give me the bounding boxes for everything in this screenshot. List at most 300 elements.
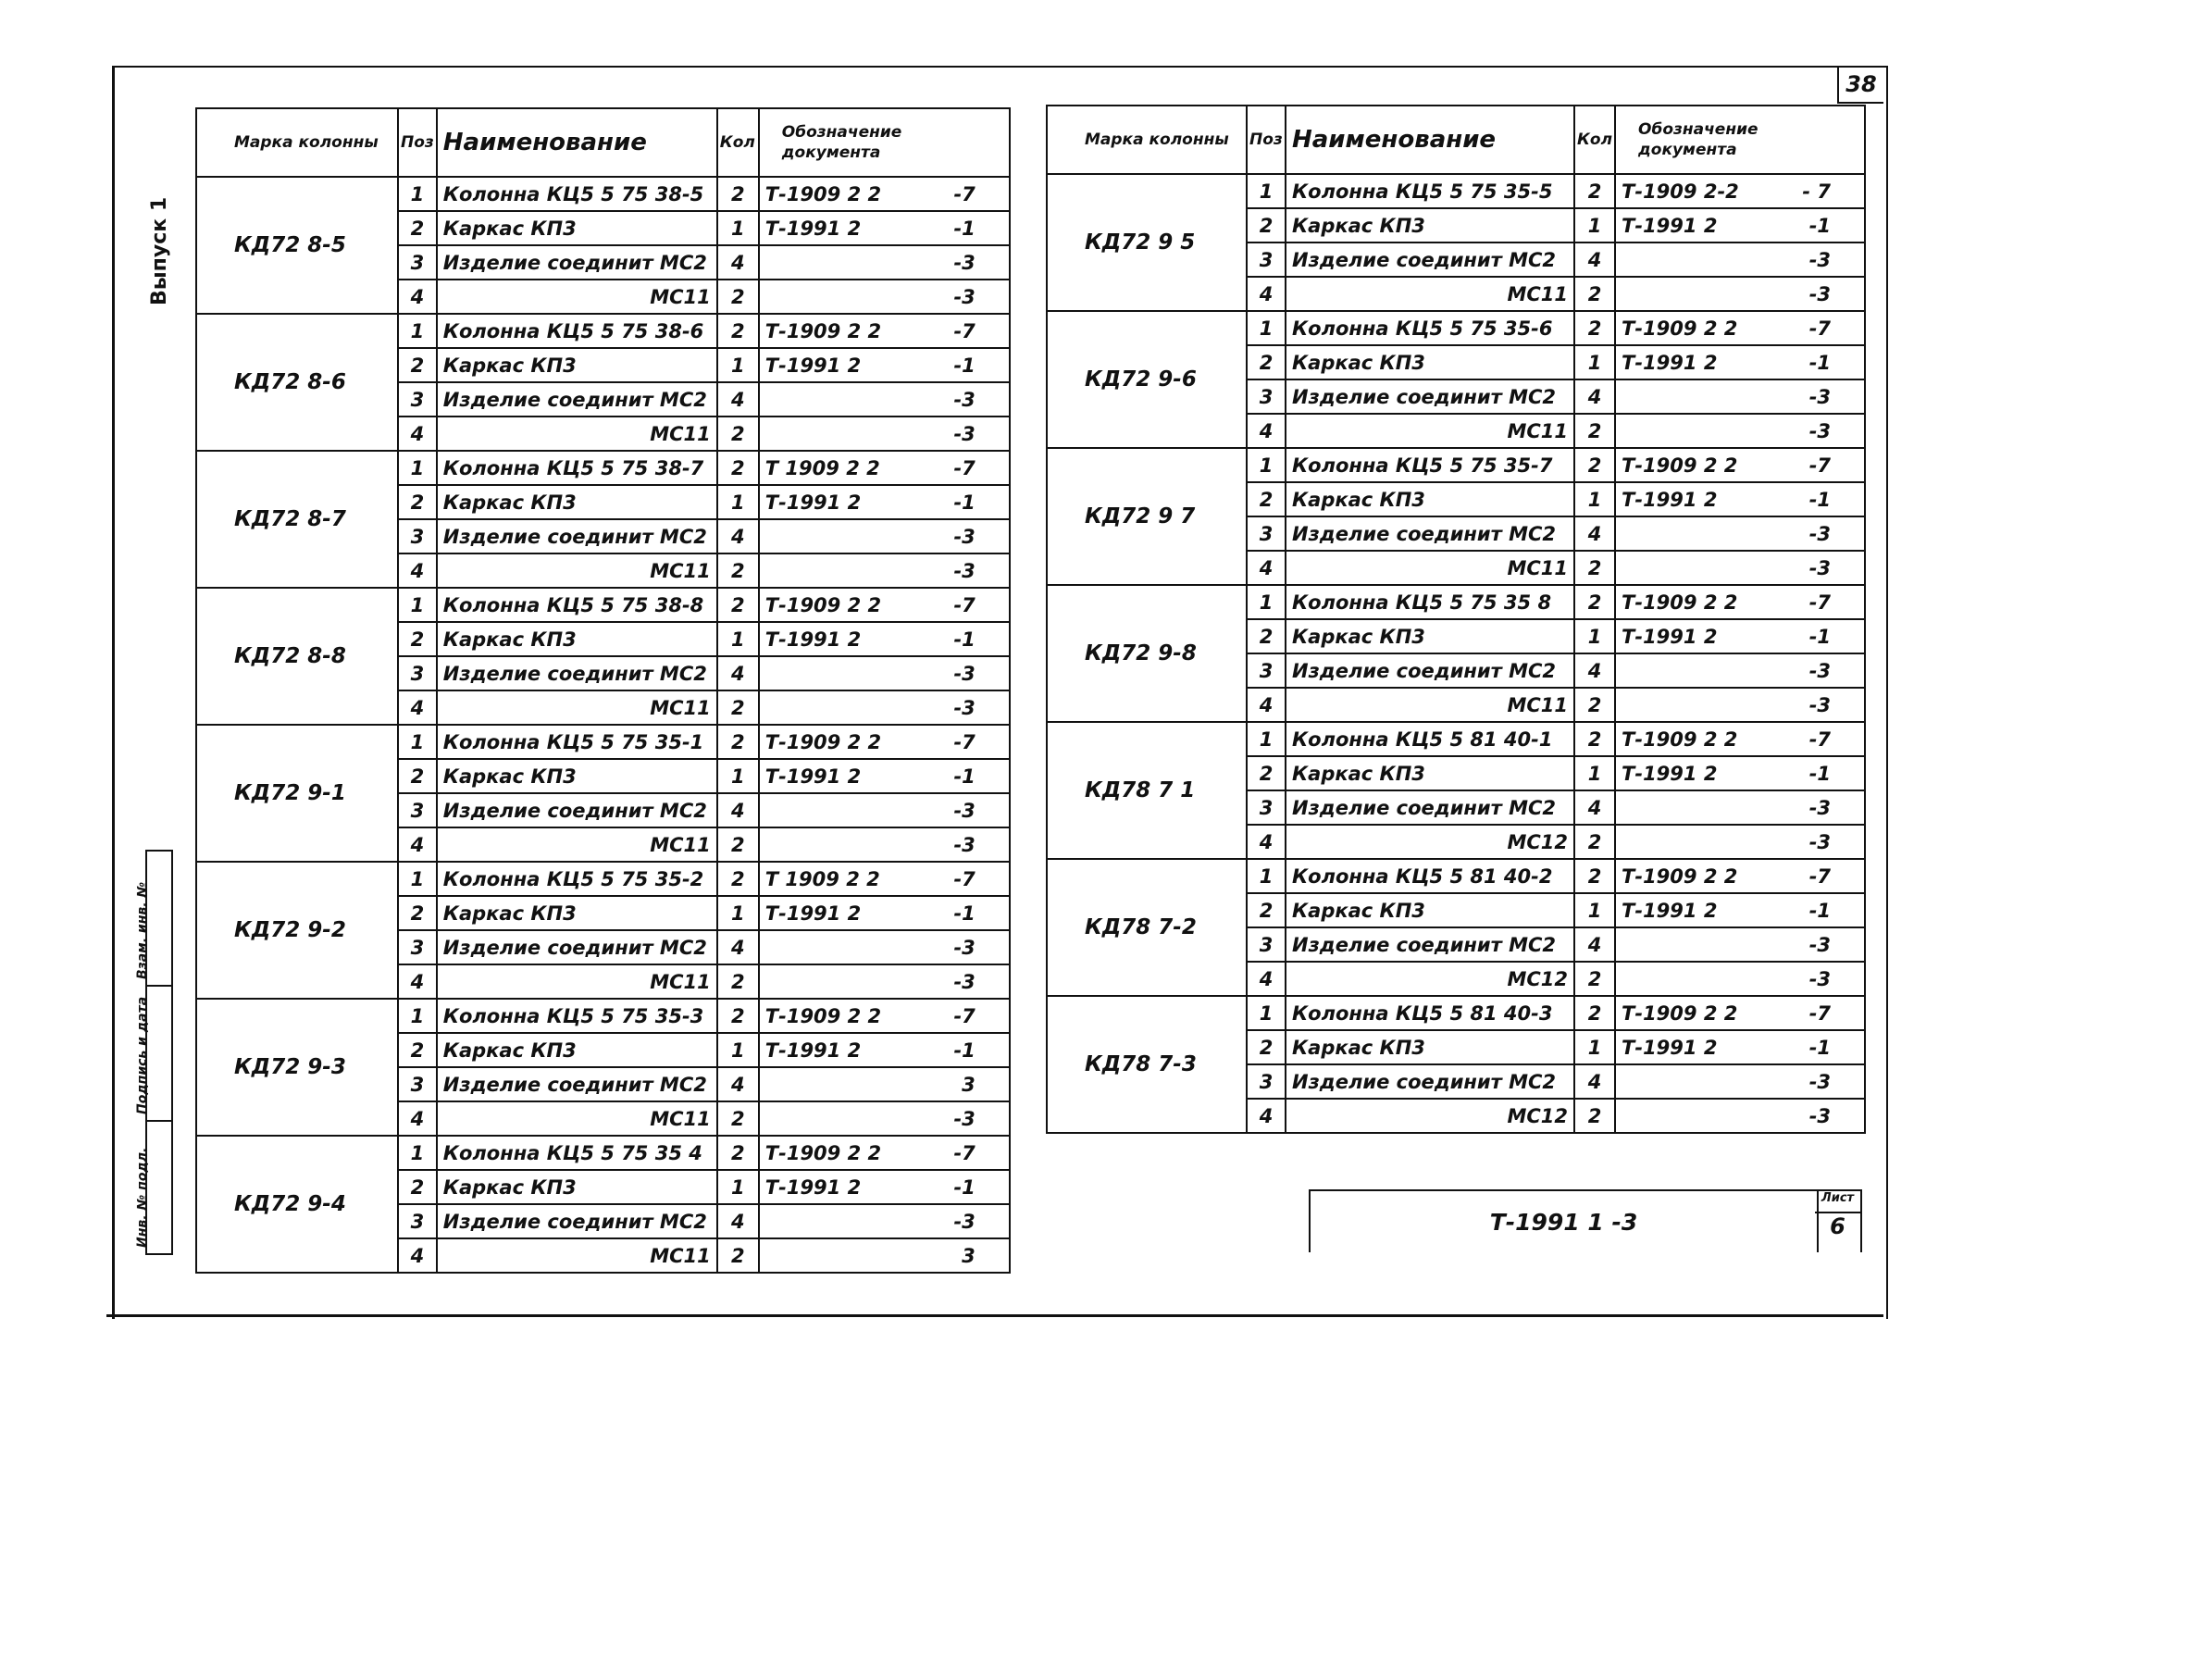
- position-cell: 4: [1247, 962, 1286, 996]
- item-name: Изделие соединит МС2: [442, 662, 707, 685]
- quantity-cell: 4: [717, 930, 759, 964]
- side-stamp-text: Взам. инв. №: [135, 881, 150, 979]
- item-name: МС11: [650, 1244, 711, 1267]
- item-name-cell: [1286, 414, 1574, 448]
- document-suffix: -3: [1808, 659, 1832, 682]
- document-cell: [759, 964, 1010, 999]
- document-cell: [1615, 653, 1865, 688]
- quantity-cell: 1: [1574, 619, 1615, 653]
- quantity-cell: 2: [717, 280, 759, 314]
- quantity-cell: 2: [717, 177, 759, 211]
- item-name-cell: [437, 211, 717, 245]
- position-cell: 1: [1247, 311, 1286, 345]
- document-suffix: -7: [953, 319, 976, 342]
- header-mark: Марка колонны: [196, 108, 398, 177]
- column-mark: КД72 9-4: [196, 1136, 398, 1273]
- header-doc: Обозначение документа: [1615, 106, 1865, 174]
- position-cell: 3: [1247, 516, 1286, 551]
- item-name-cell: [437, 896, 717, 930]
- item-name: Изделие соединит МС2: [442, 936, 707, 959]
- document-cell: [759, 862, 1010, 896]
- item-name-cell: [437, 827, 717, 862]
- document-suffix: -3: [1808, 1104, 1832, 1127]
- document-number: Т-1991 2: [1622, 488, 1718, 511]
- item-name: МС12: [1507, 967, 1568, 990]
- item-name-cell: [437, 1170, 717, 1204]
- item-name: Колонна КЦ5 5 75 35-2: [442, 867, 704, 890]
- document-suffix: -1: [953, 354, 976, 377]
- document-suffix: -3: [1808, 282, 1832, 305]
- right-spec-table: [1046, 105, 1866, 1134]
- item-name: Колонна КЦ5 5 75 35-5: [1292, 180, 1553, 203]
- item-name: МС11: [650, 285, 711, 308]
- quantity-cell: 2: [717, 451, 759, 485]
- item-name: Каркас КП3: [1292, 899, 1425, 922]
- position-cell: 2: [1247, 893, 1286, 927]
- item-name: МС12: [1507, 830, 1568, 853]
- document-suffix: -7: [1808, 864, 1832, 888]
- document-suffix: -7: [1808, 454, 1832, 477]
- document-cell: [1615, 414, 1865, 448]
- item-name-cell: [437, 314, 717, 348]
- document-cell: [1615, 962, 1865, 996]
- item-name-cell: [1286, 962, 1574, 996]
- item-name: Колонна КЦ5 5 75 38-6: [442, 319, 704, 342]
- column-mark: КД72 8-8: [196, 588, 398, 725]
- quantity-cell: 2: [717, 862, 759, 896]
- document-cell: [1615, 619, 1865, 653]
- item-name-cell: [437, 1067, 717, 1101]
- document-cell: [1615, 482, 1865, 516]
- side-label: Выпуск 1: [148, 196, 171, 305]
- document-suffix: -1: [1808, 762, 1832, 785]
- document-suffix: -3: [1808, 830, 1832, 853]
- item-name: Изделие соединит МС2: [442, 388, 707, 411]
- sheet-label: Лист: [1815, 1191, 1860, 1213]
- column-mark: КД72 9 7: [1047, 448, 1247, 585]
- quantity-cell: 2: [717, 827, 759, 862]
- document-cell: [759, 314, 1010, 348]
- position-cell: 1: [1247, 722, 1286, 756]
- item-name-cell: [437, 930, 717, 964]
- document-suffix: -3: [1808, 967, 1832, 990]
- document-suffix: -3: [1808, 556, 1832, 579]
- quantity-cell: 2: [1574, 722, 1615, 756]
- table-row: [196, 725, 1010, 759]
- item-name-cell: [1286, 277, 1574, 311]
- sheet-number: 38: [1837, 67, 1883, 104]
- position-cell: 4: [398, 690, 437, 725]
- header-mark: Марка колонны: [1047, 106, 1247, 174]
- position-cell: 2: [1247, 482, 1286, 516]
- document-cell: [759, 382, 1010, 417]
- document-cell: [1615, 893, 1865, 927]
- position-cell: 3: [398, 1067, 437, 1101]
- document-number: Т-1909 2 2: [1622, 864, 1738, 888]
- position-cell: 1: [1247, 174, 1286, 208]
- document-number: Т-1991 2: [764, 765, 862, 788]
- document-number: Т-1991 2: [764, 1175, 862, 1199]
- document-number: Т-1991 2: [764, 354, 862, 377]
- document-cell: [1615, 208, 1865, 243]
- quantity-cell: 1: [717, 622, 759, 656]
- item-name-cell: [1286, 756, 1574, 790]
- document-suffix: -3: [1808, 385, 1832, 408]
- position-cell: 1: [398, 862, 437, 896]
- quantity-cell: 4: [717, 519, 759, 553]
- item-name: Изделие соединит МС2: [442, 251, 707, 274]
- position-cell: 4: [1247, 825, 1286, 859]
- side-stamp-cell: [135, 1122, 171, 1253]
- table-row: [196, 314, 1010, 348]
- quantity-cell: 2: [717, 1101, 759, 1136]
- item-name-cell: [437, 1238, 717, 1273]
- item-name-cell: [1286, 790, 1574, 825]
- position-cell: 1: [398, 588, 437, 622]
- item-name: Колонна КЦ5 5 75 38-8: [442, 593, 704, 616]
- frame-bottom-line: [106, 1314, 1883, 1317]
- item-name-cell: [1286, 551, 1574, 585]
- quantity-cell: 4: [1574, 790, 1615, 825]
- item-name-cell: [1286, 1064, 1574, 1099]
- item-name-cell: [1286, 927, 1574, 962]
- item-name: Каркас КП3: [442, 1175, 577, 1199]
- item-name-cell: [1286, 619, 1574, 653]
- quantity-cell: 4: [1574, 516, 1615, 551]
- item-name-cell: [437, 451, 717, 485]
- quantity-cell: 4: [1574, 379, 1615, 414]
- position-cell: 2: [398, 348, 437, 382]
- document-cell: [1615, 448, 1865, 482]
- item-name-cell: [1286, 174, 1574, 208]
- quantity-cell: 1: [1574, 482, 1615, 516]
- quantity-cell: 2: [717, 588, 759, 622]
- position-cell: 3: [1247, 653, 1286, 688]
- position-cell: 4: [398, 827, 437, 862]
- quantity-cell: 2: [1574, 825, 1615, 859]
- header-name: Наименование: [437, 108, 717, 177]
- document-cell: [759, 930, 1010, 964]
- item-name-cell: [1286, 688, 1574, 722]
- table-row: [196, 1136, 1010, 1170]
- document-suffix: -3: [1808, 1070, 1832, 1093]
- document-suffix: -7: [953, 867, 976, 890]
- document-cell: [759, 177, 1010, 211]
- table-row: [196, 862, 1010, 896]
- quantity-cell: 2: [1574, 962, 1615, 996]
- item-name-cell: [437, 1136, 717, 1170]
- item-name: Каркас КП3: [1292, 351, 1425, 374]
- item-name: Колонна КЦ5 5 75 35-6: [1292, 317, 1553, 340]
- document-number: Т-1909 2 2: [764, 730, 882, 753]
- column-mark: КД78 7-3: [1047, 996, 1247, 1133]
- document-suffix: -3: [1808, 419, 1832, 442]
- document-cell: [1615, 243, 1865, 277]
- document-cell: [759, 1204, 1010, 1238]
- position-cell: 4: [1247, 688, 1286, 722]
- item-name: Каркас КП3: [442, 902, 577, 925]
- quantity-cell: 1: [1574, 208, 1615, 243]
- document-cell: [1615, 1030, 1865, 1064]
- item-name-cell: [437, 862, 717, 896]
- document-suffix: -3: [953, 696, 976, 719]
- document-suffix: -3: [953, 422, 976, 445]
- document-suffix: -3: [1808, 796, 1832, 819]
- document-suffix: -3: [953, 285, 976, 308]
- document-suffix: -7: [1808, 317, 1832, 340]
- document-cell: [759, 211, 1010, 245]
- quantity-cell: 1: [1574, 756, 1615, 790]
- item-name: Колонна КЦ5 5 75 38-5: [442, 182, 704, 205]
- item-name-cell: [437, 553, 717, 588]
- document-cell: [759, 725, 1010, 759]
- side-stamp: [135, 850, 173, 1255]
- document-number: Т-1991 2: [764, 628, 862, 651]
- item-name: Изделие соединит МС2: [1292, 1070, 1557, 1093]
- document-suffix: -7: [953, 1141, 976, 1164]
- item-name-cell: [437, 999, 717, 1033]
- item-name-cell: [437, 280, 717, 314]
- quantity-cell: 2: [717, 725, 759, 759]
- document-number: Т-1991 2: [764, 902, 862, 925]
- document-suffix: -3: [953, 936, 976, 959]
- item-name: Изделие соединит МС2: [1292, 933, 1557, 956]
- table-row: [1047, 311, 1865, 345]
- item-name: Изделие соединит МС2: [442, 1210, 707, 1233]
- quantity-cell: 2: [1574, 688, 1615, 722]
- position-cell: 2: [1247, 345, 1286, 379]
- left-spec-table: [195, 107, 1011, 1274]
- item-name: Каркас КП3: [1292, 625, 1425, 648]
- item-name: МС12: [1507, 1104, 1568, 1127]
- document-suffix: -7: [953, 730, 976, 753]
- document-number: Т-1909 2 2: [764, 1141, 882, 1164]
- document-number: Т 1909 2 2: [764, 456, 880, 479]
- item-name-cell: [1286, 859, 1574, 893]
- item-name: Колонна КЦ5 5 75 35-3: [442, 1004, 704, 1027]
- sheet-value: 6: [1830, 1213, 1845, 1239]
- position-cell: 3: [398, 793, 437, 827]
- position-cell: 3: [398, 1204, 437, 1238]
- quantity-cell: 1: [1574, 345, 1615, 379]
- document-number: Т-1991 2: [764, 491, 862, 514]
- position-cell: 4: [1247, 277, 1286, 311]
- column-mark: КД72 9-3: [196, 999, 398, 1136]
- document-cell: [759, 519, 1010, 553]
- table-row: [196, 588, 1010, 622]
- document-suffix: 3: [962, 1244, 976, 1267]
- quantity-cell: 4: [1574, 653, 1615, 688]
- quantity-cell: 2: [1574, 551, 1615, 585]
- quantity-cell: 1: [717, 211, 759, 245]
- item-name: МС11: [650, 1107, 711, 1130]
- document-code: Т-1991 1 -3: [1311, 1191, 1819, 1252]
- item-name: Каркас КП3: [1292, 214, 1425, 237]
- quantity-cell: 2: [717, 1136, 759, 1170]
- document-suffix: -3: [953, 1210, 976, 1233]
- item-name: МС11: [650, 833, 711, 856]
- sheet-box: [1815, 1191, 1860, 1252]
- quantity-cell: 2: [1574, 585, 1615, 619]
- position-cell: 4: [1247, 1099, 1286, 1133]
- item-name: Колонна КЦ5 5 81 40-3: [1292, 1001, 1553, 1025]
- item-name-cell: [1286, 1030, 1574, 1064]
- position-cell: 3: [398, 930, 437, 964]
- position-cell: 2: [398, 896, 437, 930]
- document-number: Т-1991 2: [1622, 899, 1718, 922]
- position-cell: 1: [398, 177, 437, 211]
- item-name: Колонна КЦ5 5 81 40-1: [1292, 728, 1553, 751]
- document-cell: [759, 999, 1010, 1033]
- document-number: Т-1909 2-2: [1622, 180, 1739, 203]
- document-suffix: -1: [1808, 214, 1832, 237]
- document-cell: [1615, 516, 1865, 551]
- side-stamp-text: Подпись и дата: [135, 996, 150, 1114]
- table-row: [196, 999, 1010, 1033]
- document-suffix: -3: [953, 1107, 976, 1130]
- document-cell: [759, 896, 1010, 930]
- document-number: Т-1991 2: [1622, 625, 1718, 648]
- quantity-cell: 2: [717, 314, 759, 348]
- quantity-cell: 1: [717, 485, 759, 519]
- document-cell: [1615, 311, 1865, 345]
- document-suffix: -3: [953, 559, 976, 582]
- document-suffix: -7: [1808, 1001, 1832, 1025]
- item-name: МС11: [650, 970, 711, 993]
- document-suffix: -1: [953, 765, 976, 788]
- document-cell: [1615, 688, 1865, 722]
- title-block: [1309, 1189, 1862, 1252]
- document-suffix: -7: [953, 1004, 976, 1027]
- position-cell: 2: [398, 485, 437, 519]
- quantity-cell: 2: [1574, 311, 1615, 345]
- position-cell: 4: [398, 280, 437, 314]
- position-cell: 2: [398, 211, 437, 245]
- item-name-cell: [437, 759, 717, 793]
- position-cell: 2: [1247, 756, 1286, 790]
- document-number: Т-1991 2: [1622, 1036, 1718, 1059]
- document-suffix: -7: [1808, 591, 1832, 614]
- document-cell: [1615, 756, 1865, 790]
- position-cell: 1: [398, 1136, 437, 1170]
- document-suffix: -7: [1808, 728, 1832, 751]
- position-cell: 2: [1247, 1030, 1286, 1064]
- position-cell: 2: [398, 1033, 437, 1067]
- quantity-cell: 2: [1574, 174, 1615, 208]
- document-number: Т-1909 2 2: [1622, 591, 1738, 614]
- item-name: Изделие соединит МС2: [442, 799, 707, 822]
- item-name-cell: [437, 177, 717, 211]
- document-suffix: -1: [953, 902, 976, 925]
- item-name: МС11: [650, 696, 711, 719]
- document-cell: [1615, 1064, 1865, 1099]
- document-suffix: -1: [953, 1175, 976, 1199]
- document-number: Т-1909 2 2: [764, 1004, 882, 1027]
- document-number: Т-1909 2 2: [1622, 454, 1738, 477]
- document-cell: [759, 656, 1010, 690]
- document-suffix: -3: [1808, 248, 1832, 271]
- quantity-cell: 1: [717, 759, 759, 793]
- position-cell: 4: [1247, 414, 1286, 448]
- item-name-cell: [1286, 722, 1574, 756]
- document-suffix: -1: [1808, 625, 1832, 648]
- column-mark: КД78 7-2: [1047, 859, 1247, 996]
- document-suffix: -7: [953, 593, 976, 616]
- document-cell: [759, 588, 1010, 622]
- document-suffix: -3: [953, 970, 976, 993]
- position-cell: 3: [1247, 243, 1286, 277]
- quantity-cell: 2: [1574, 1099, 1615, 1133]
- item-name: Каркас КП3: [442, 491, 577, 514]
- position-cell: 2: [398, 1170, 437, 1204]
- document-suffix: -3: [953, 799, 976, 822]
- document-suffix: -1: [953, 217, 976, 240]
- table-row: [196, 451, 1010, 485]
- item-name-cell: [1286, 653, 1574, 688]
- document-cell: [759, 553, 1010, 588]
- document-cell: [1615, 1099, 1865, 1133]
- item-name-cell: [1286, 585, 1574, 619]
- column-mark: КД72 9-2: [196, 862, 398, 999]
- item-name: МС11: [1507, 693, 1568, 716]
- item-name-cell: [1286, 825, 1574, 859]
- quantity-cell: 4: [717, 1204, 759, 1238]
- document-suffix: -1: [953, 1038, 976, 1062]
- document-suffix: -3: [1808, 933, 1832, 956]
- quantity-cell: 4: [717, 1067, 759, 1101]
- document-suffix: - 7: [1802, 180, 1832, 203]
- quantity-cell: 2: [1574, 448, 1615, 482]
- item-name: Каркас КП3: [1292, 1036, 1425, 1059]
- document-number: Т-1909 2 2: [764, 319, 882, 342]
- document-number: Т-1909 2 2: [1622, 317, 1738, 340]
- document-suffix: -3: [1808, 522, 1832, 545]
- document-cell: [759, 622, 1010, 656]
- document-suffix: -3: [953, 251, 976, 274]
- item-name-cell: [1286, 311, 1574, 345]
- document-cell: [1615, 859, 1865, 893]
- position-cell: 4: [398, 1238, 437, 1273]
- item-name: Колонна КЦ5 5 75 38-7: [442, 456, 704, 479]
- document-cell: [1615, 996, 1865, 1030]
- header-qty: Кол: [717, 108, 759, 177]
- document-suffix: -3: [953, 525, 976, 548]
- position-cell: 1: [1247, 585, 1286, 619]
- quantity-cell: 1: [717, 1170, 759, 1204]
- document-cell: [759, 280, 1010, 314]
- item-name: Каркас КП3: [442, 217, 577, 240]
- quantity-cell: 2: [717, 1238, 759, 1273]
- document-suffix: -1: [953, 628, 976, 651]
- table-header-row: [1047, 106, 1865, 174]
- header-pos: Поз: [398, 108, 437, 177]
- document-number: Т-1991 2: [764, 217, 862, 240]
- item-name-cell: [437, 382, 717, 417]
- item-name: МС11: [650, 422, 711, 445]
- document-suffix: -7: [953, 182, 976, 205]
- item-name: МС11: [650, 559, 711, 582]
- document-cell: [1615, 790, 1865, 825]
- quantity-cell: 4: [1574, 927, 1615, 962]
- quantity-cell: 4: [1574, 1064, 1615, 1099]
- quantity-cell: 1: [1574, 893, 1615, 927]
- document-cell: [1615, 585, 1865, 619]
- item-name: Колонна КЦ5 5 75 35-1: [442, 730, 704, 753]
- item-name-cell: [437, 793, 717, 827]
- position-cell: 1: [398, 314, 437, 348]
- position-cell: 2: [1247, 619, 1286, 653]
- item-name-cell: [437, 1204, 717, 1238]
